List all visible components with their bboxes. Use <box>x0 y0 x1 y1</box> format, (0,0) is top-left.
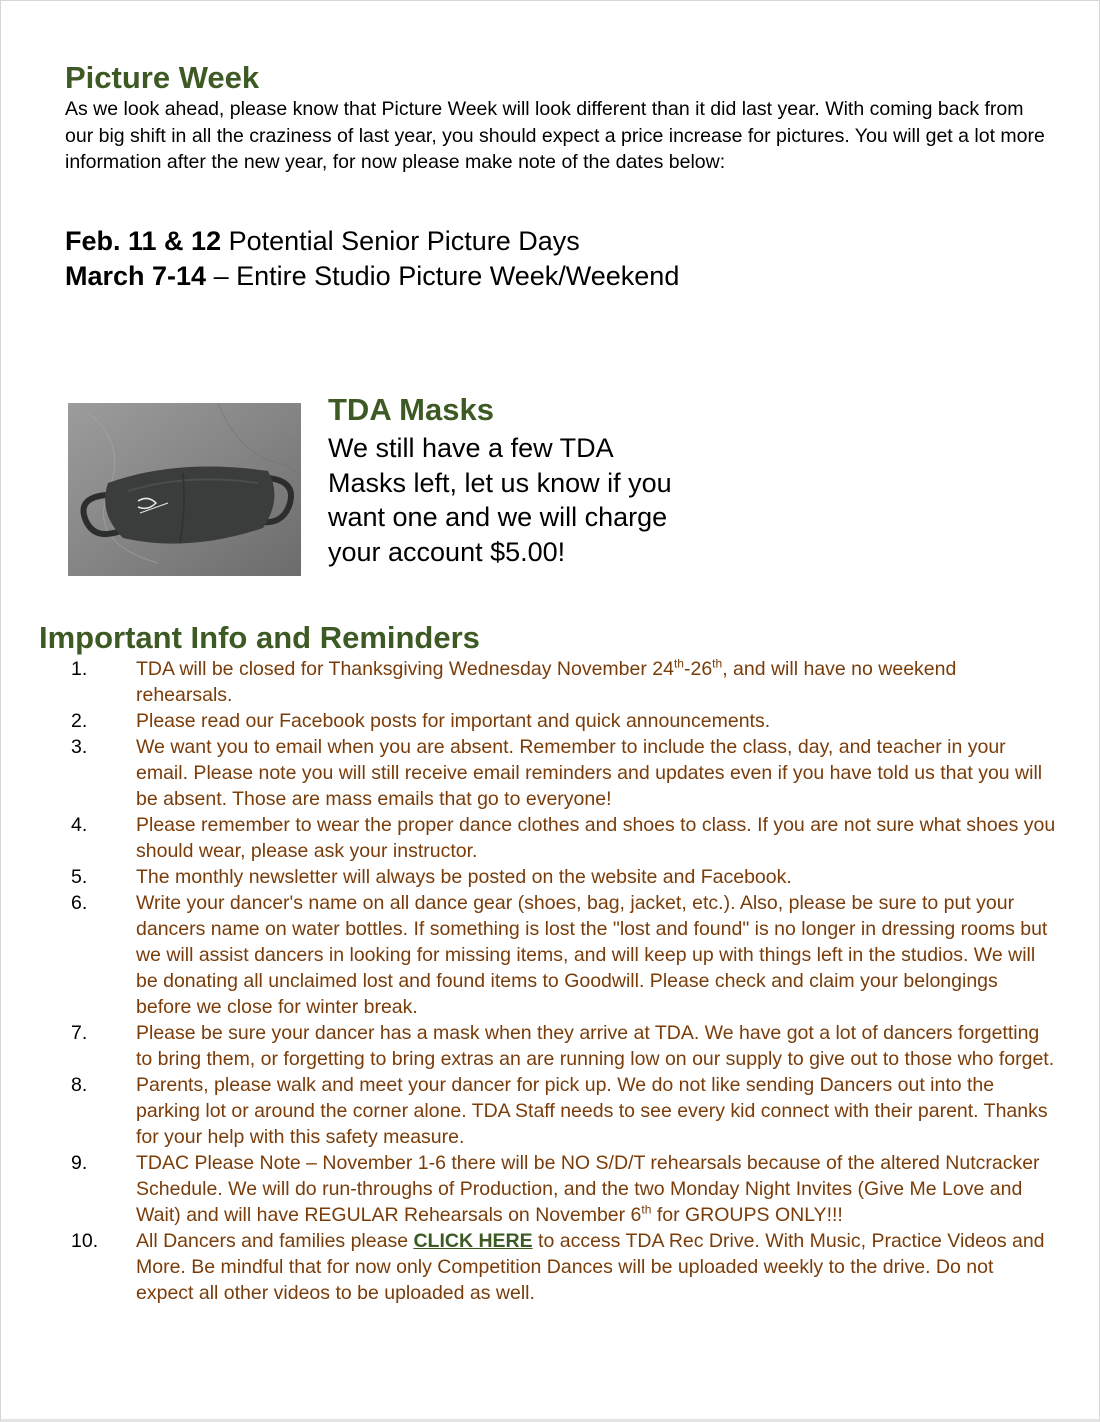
rec-drive-link[interactable]: CLICK HERE <box>413 1230 533 1252</box>
list-number: 10. <box>71 1230 99 1252</box>
important-info-heading: Important Info and Reminders <box>39 620 480 655</box>
list-item-text: , and will have no weekend rehearsals. <box>136 658 957 706</box>
list-item <box>0 812 1056 864</box>
reminders-list <box>0 656 1100 1306</box>
tda-masks-body: We still have a few TDA Masks left, let us know if you want one and we will charge your account $5.00! <box>328 433 672 567</box>
list-item-text: Write your dancer's name on all dance gear (shoes, bag, jacket, etc.). Also, please be sure to put your dancers name on water bottles. If something is lost the "lost and found" is no longer in dressing rooms but we will assist dancers in looking for missing items, and will keep up with things left in the studios. We will be donating all unclaimed lost and found items to Goodwill. Please check and claim your belongings before we close for winter break. <box>136 892 1048 1018</box>
tda-masks-heading: TDA Masks <box>328 392 494 427</box>
list-item-text: The monthly newsletter will always be posted on the website and Facebook. <box>136 866 792 888</box>
senior-picture-date: Feb. 11 & 12 <box>65 226 222 256</box>
list-item-text: Please read our Facebook posts for important and quick announcements. <box>136 710 771 732</box>
list-item-text: for GROUPS ONLY!!! <box>651 1204 843 1226</box>
list-item <box>0 890 1056 1020</box>
list-number: 4. <box>71 814 88 836</box>
list-item <box>0 708 1056 734</box>
list-number: 2. <box>71 710 88 732</box>
studio-picture-date-line <box>65 261 679 292</box>
ordinal-suffix: th <box>673 656 684 671</box>
list-item <box>0 656 1056 708</box>
list-item <box>0 734 1056 812</box>
tda-mask-photo <box>68 403 301 576</box>
ordinal-suffix: th <box>641 1202 652 1217</box>
list-item <box>0 1228 1056 1306</box>
studio-picture-date: March 7-14 <box>65 261 207 291</box>
list-item-text: Please remember to wear the proper dance clothes and shoes to class. If you are not sure what shoes you should wear, please ask your instructor. <box>136 814 1056 862</box>
list-item-text: Parents, please walk and meet your dancer for pick up. We do not like sending Dancers out into the parking lot or around the corner alone. TDA Staff needs to see every kid connect with their parent. Thanks for your help with this safety measure. <box>136 1074 1048 1148</box>
senior-picture-date-line <box>65 226 580 257</box>
list-item-text: TDAC Please Note – November 1-6 there will be NO S/D/T rehearsals because of the altered Nutcracker Schedule. We will do run-throughs of Production, and the two Monday Night Invites (Give Me Love and Wait) and will have REGULAR Rehearsals on November 6 <box>136 1152 1040 1226</box>
list-number: 6. <box>71 892 88 914</box>
list-number: 7. <box>71 1022 88 1044</box>
ordinal-suffix: th <box>712 656 723 671</box>
list-item <box>0 1072 1056 1150</box>
list-item-text: to access TDA Rec Drive. With Music, Practice Videos and More. Be mindful that for now only Competition Dances will be uploaded weekly to the drive. Do not expect all other videos to be uploaded as well. <box>136 1230 1045 1304</box>
picture-week-heading: Picture Week <box>65 60 260 95</box>
senior-picture-desc: Potential Senior Picture Days <box>221 226 580 256</box>
list-item-text: We want you to email when you are absent. Remember to include the class, day, and teacher in your email. Please note you will still receive email reminders and updates even if you have told us that you will be absent. Those are mass emails that go to everyone! <box>136 736 1043 810</box>
mask-illustration <box>68 403 301 576</box>
list-item <box>0 1150 1056 1228</box>
list-number: 8. <box>71 1074 88 1096</box>
studio-picture-desc: – Entire Studio Picture Week/Weekend <box>206 261 680 291</box>
list-number: 1. <box>71 658 88 680</box>
list-item <box>0 1020 1056 1072</box>
list-number: 5. <box>71 866 88 888</box>
list-item-text: -26 <box>683 658 713 680</box>
list-number: 9. <box>71 1152 88 1174</box>
list-item <box>0 864 1056 890</box>
list-item-text: TDA will be closed for Thanksgiving Wednesday November 24 <box>136 658 674 680</box>
picture-week-body: As we look ahead, please know that Picture Week will look different than it did last year. With coming back from our big shift in all the craziness of last year, you should expect a price increase for pictures. You will get a lot more information after the new year, for now please make note of the dates below: <box>65 98 1045 173</box>
list-item-text: All Dancers and families please <box>136 1230 414 1252</box>
list-number: 3. <box>71 736 88 758</box>
list-item-text: Please be sure your dancer has a mask when they arrive at TDA. We have got a lot of dancers forgetting to bring them, or forgetting to bring extras an are running low on our supply to give out to those who forget. <box>136 1022 1055 1070</box>
